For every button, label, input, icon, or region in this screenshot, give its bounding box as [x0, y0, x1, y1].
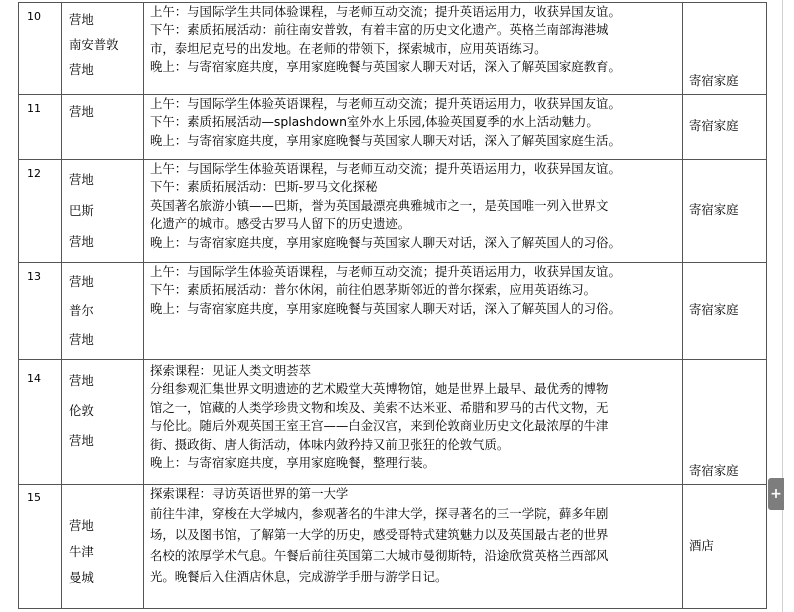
accommodation-text: 酒店: [689, 537, 714, 553]
accommodation-text: 寄宿家庭: [689, 118, 739, 133]
accommodation-text: 寄宿家庭: [689, 463, 739, 478]
activity-line: 晚上：与寄宿家庭共度，享用家庭晚餐与英国家人聊天对话，深入了解英国人的习俗。: [150, 234, 621, 250]
activity-cell: [144, 485, 683, 609]
activity-line: 英国著名旅游小镇——巴斯，誉为英国最漂亮典雅城市之一，是英国唯一列入世界文: [150, 197, 609, 213]
city-name: 普尔: [69, 303, 94, 318]
activity-cell: [144, 160, 683, 263]
activity-line: 名校的浓厚学术气息。午餐后前往英国第二大城市曼彻斯特，沿途欣赏英格兰西部风: [150, 548, 609, 564]
activity-line: 上午：与国际学生体验英语课程，与老师互动交流；提升英语运用力，收获异国友谊。: [150, 161, 621, 176]
activity-line: 上午：与国际学生共同体验课程，与老师互动交流；提升英语运用力，收获异国友谊。: [150, 4, 621, 19]
activity-line: 探索课程：寻访英语世界的第一大学: [150, 486, 349, 501]
activity-line: 场，以及图书馆，了解第一大学的历史，感受哥特式建筑魅力以及英国最古老的世界: [150, 527, 609, 543]
city-name: 营地: [69, 104, 94, 119]
activity-line: 馆之一，馆藏的人类学珍贵文物和埃及、美索不达米亚、希腊和罗马的古代文物，无: [150, 399, 609, 415]
day-number: 11: [19, 95, 62, 160]
accommodation-text: 寄宿家庭: [689, 302, 739, 317]
activity-line: 化遗产的城市。感受古罗马人留下的历史遗迹。: [150, 216, 411, 232]
activity-line: 下午：素质拓展活动—splashdown室外水上乐园,体验英国夏季的水上活动魅力。: [150, 114, 599, 130]
activity-line: 与伦比。随后外观英国王室王宫——白金汉宫，来到伦敦商业历史文化最浓厚的牛津: [150, 418, 609, 434]
activity-cell: [144, 3, 683, 95]
city-cell: [62, 95, 144, 160]
itinerary-row-day-10: [19, 3, 767, 95]
activity-line: 光。晚餐后入住酒店休息，完成游学手册与游学日记。: [150, 569, 448, 585]
page-edge-divider: [782, 0, 783, 612]
city-name: 曼城: [69, 570, 94, 585]
activity-line: 下午：素质拓展活动：巴斯-罗马文化探秘: [150, 179, 378, 195]
city-name: 营地: [69, 433, 94, 448]
activity-line: 街、摄政街、唐人街活动，体味内敛矜持又前卫张狂的伦敦气质。: [150, 436, 510, 452]
city-name: 营地: [69, 12, 94, 27]
city-name: 牛津: [69, 544, 94, 559]
activity-cell: [144, 263, 683, 360]
itinerary-row-day-13: [19, 263, 767, 360]
itinerary-row-day-15: [19, 485, 767, 609]
city-name: 营地: [69, 62, 94, 77]
city-name: 营地: [69, 518, 94, 533]
activity-line: 市，泰坦尼克号的出发地。在老师的带领下，探索城市，应用英语练习。: [150, 40, 547, 56]
day-number: 14: [19, 360, 62, 485]
city-cell: [62, 160, 144, 263]
accommodation-cell: [683, 263, 767, 360]
accommodation-cell: [683, 95, 767, 160]
day-number: 15: [19, 485, 62, 609]
accommodation-cell: [683, 360, 767, 485]
itinerary-table: [18, 2, 767, 609]
day-number: 12: [19, 160, 62, 263]
city-cell: [62, 263, 144, 360]
city-name: 营地: [69, 274, 94, 289]
city-name: 南安普敦: [69, 37, 119, 52]
accommodation-cell: [683, 485, 767, 609]
activity-line: 上午：与国际学生体验英语课程，与老师互动交流；提升英语运用力，收获异国友谊。: [150, 264, 621, 279]
accommodation-cell: [683, 160, 767, 263]
expand-side-tab[interactable]: +: [768, 478, 784, 510]
activity-cell: [144, 95, 683, 160]
itinerary-row-day-11: [19, 95, 767, 160]
activity-line: 上午：与国际学生体验英语课程，与老师互动交流；提升英语运用力，收获异国友谊。: [150, 96, 621, 111]
activity-line: 晚上：与寄宿家庭共度，享用家庭晚餐与英国家人聊天对话，深入了解英国家庭教育。: [150, 59, 621, 75]
activity-line: 下午：素质拓展活动：前往南安普敦，有着丰富的历史文化遗产。英格兰南部海港城: [150, 22, 609, 38]
city-name: 巴斯: [69, 203, 94, 218]
city-cell: [62, 485, 144, 609]
activity-line: 晚上：与寄宿家庭共度，享用家庭晚餐，整理行装。: [150, 455, 435, 471]
city-name: 营地: [69, 373, 94, 388]
activity-line: 晚上：与寄宿家庭共度，享用家庭晚餐与英国家人聊天对话，深入了解英国家庭生活。: [150, 132, 621, 148]
day-number: 13: [19, 263, 62, 360]
activity-line: 探索课程：见证人类文明荟萃: [150, 363, 312, 378]
activity-line: 晚上：与寄宿家庭共度，享用家庭晚餐与英国家人聊天对话，深入了解英国人的习俗。: [150, 300, 621, 316]
activity-cell: [144, 360, 683, 485]
city-name: 营地: [69, 234, 94, 249]
city-cell: [62, 3, 144, 95]
activity-line: 分组参观汇集世界文明遗迹的艺术殿堂大英博物馆，她是世界上最早、最优秀的博物: [150, 381, 609, 397]
accommodation-text: 寄宿家庭: [689, 73, 739, 88]
city-name: 伦敦: [69, 403, 94, 418]
itinerary-row-day-12: [19, 160, 767, 263]
activity-line: 下午：素质拓展活动：普尔休闲，前往伯恩茅斯邻近的普尔探索，应用英语练习。: [150, 282, 597, 298]
city-cell: [62, 360, 144, 485]
activity-line: 前往牛津，穿梭在大学城内，参观著名的牛津大学，探寻著名的三一学院，藓多年剧: [150, 506, 609, 522]
accommodation-text: 寄宿家庭: [689, 202, 739, 217]
accommodation-cell: [683, 3, 767, 95]
city-name: 营地: [69, 172, 94, 187]
itinerary-row-day-14: [19, 360, 767, 485]
day-number: 10: [19, 3, 62, 95]
city-name: 营地: [69, 332, 94, 347]
